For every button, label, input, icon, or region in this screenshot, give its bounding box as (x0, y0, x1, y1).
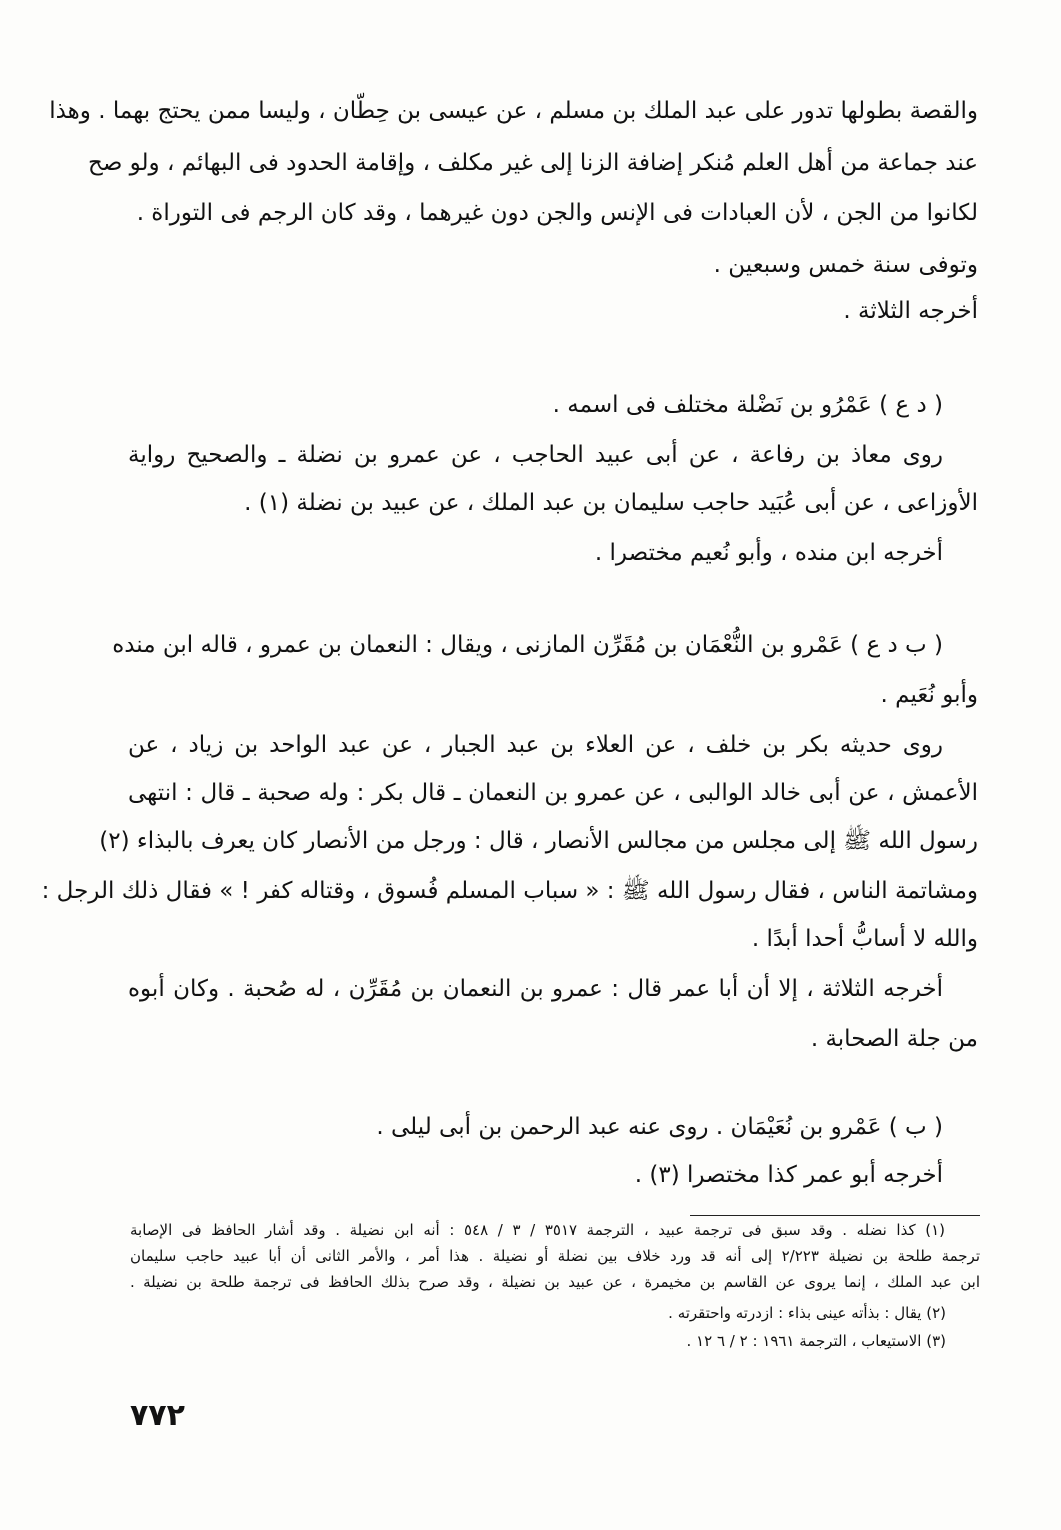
footnote-line: ترجمة طلحة بن نضيلة ٢/٢٢٣ إلى أنه قد ورد خلاف بين نضلة أو نضيلة . هذا أمر ، والأمر الثانى أن أبا عبيد حاجب سليمان (130, 1247, 981, 1265)
body-line: والله لا أسابُّ أحدا أبدًا . (751, 926, 978, 952)
body-line: الأعمش ، عن أبى خالد الوالبى ، عن عمرو بن النعمان ـ قال بكر : وله صحبة ـ قال : انتهى (128, 780, 978, 806)
body-line: لكانوا من الجن ، لأن العبادات فى الإنس والجن دون غيرهما ، وقد كان الرجم فى التوراة . (136, 200, 978, 226)
body-line: من جلة الصحابة . (810, 1026, 978, 1052)
body-line: أخرجه ابن منده ، وأبو نُعيم مختصرا . (594, 540, 943, 566)
body-line: أخرجه أبو عمر كذا مختصرا (٣) . (634, 1162, 943, 1188)
footnote-line: (١) كذا نضله . وقد سبق فى ترجمة عبيد ، الترجمة ٣٥١٧ / ٣ / ٥٤٨ : أنه ابن نضيلة . وقد أشار الحافظ فى الإصابة (130, 1221, 945, 1239)
body-line: والقصة بطولها تدور على عبد الملك بن مسلم ، عن عيسى بن حِطّان ، وليسا ممن يحتج بهما . وهذا (49, 98, 978, 124)
footnote-line: (٣) الاستيعاب ، الترجمة ١٩٦١ : ٢ / ٦ ١٢ . (686, 1332, 946, 1350)
body-line: وأبو نُعَيم . (880, 682, 978, 708)
body-line: أخرجه الثلاثة ، إلا أن أبا عمر قال : عمرو بن النعمان بن مُقَرِّن ، له صُحبة . وكان أبوه (128, 976, 943, 1002)
body-line: ( د ع ) عَمْرُو بن نَضْلة مختلف فى اسمه . (552, 392, 943, 418)
body-line: وتوفى سنة خمس وسبعين . (713, 252, 978, 278)
footnote-line: (٢) يقال : بذأته عينى بذاء : ازدرته واحتقرته . (668, 1304, 946, 1322)
page-number: ٧٧٢ (130, 1398, 185, 1433)
body-line: عند جماعة من أهل العلم مُنكر إضافة الزنا إلى غير مكلف ، وإقامة الحدود فى البهائم ، ولو صح (87, 150, 978, 176)
body-line: ( ب د ع ) عَمْرو بن النُّعْمَان بن مُقَرِّن المازنى ، ويقال : النعمان بن عمرو ، قاله ابن منده (112, 632, 943, 658)
body-line: رسول الله ﷺ إلى مجلس من مجالس الأنصار ، قال : ورجل من الأنصار كان يعرف بالبذاء (٢) (99, 828, 978, 854)
body-line: روى حديثه بكر بن خلف ، عن العلاء بن عبد الجبار ، عن عبد الواحد بن زياد ، عن (128, 732, 943, 758)
body-line: ومشاتمة الناس ، فقال رسول الله ﷺ : « سباب المسلم فُسوق ، وقتاله كفر ! » فقال ذلك الرجل : (41, 878, 978, 904)
body-line: روى معاذ بن رفاعة ، عن أبى عبيد الحاجب ، عن عمرو بن نضلة ـ والصحيح رواية (128, 442, 943, 468)
footnote-rule (690, 1215, 980, 1216)
footnote-line: ابن عبد الملك ، إنما يروى عن القاسم بن مخيمرة ، عن عبيد بن نضيلة ، وقد صرح بذلك الحافظ فى ترجمة طلحة بن نضيلة . (130, 1273, 980, 1291)
body-line: ( ب ) عَمْرو بن نُعَيْمَان . روى عنه عبد الرحمن بن أبى ليلى . (376, 1114, 943, 1140)
body-line: أخرجه الثلاثة . (843, 298, 978, 324)
body-line: الأوزاعى ، عن أبى عُبَيد حاجب سليمان بن عبد الملك ، عن عبيد بن نضلة (١) . (244, 490, 978, 516)
